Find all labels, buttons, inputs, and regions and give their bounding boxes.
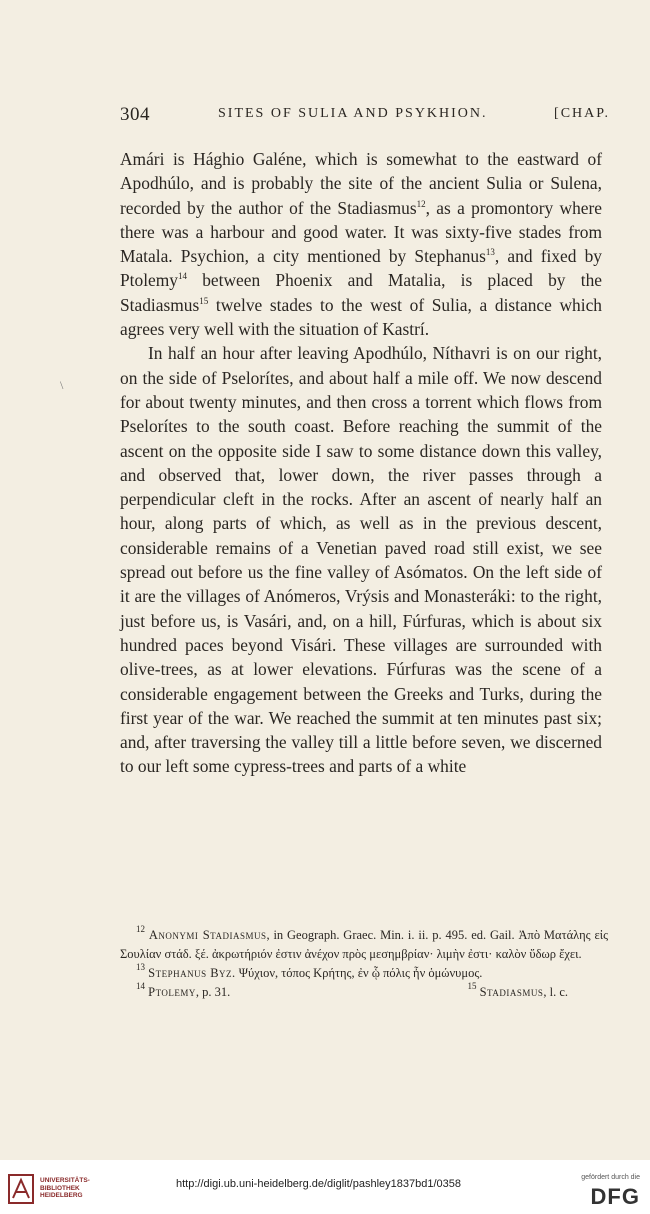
running-title: SITES OF SULIA AND PSYKHION. xyxy=(218,106,488,121)
footnote-ref-15[interactable]: 15 xyxy=(199,295,209,306)
page-header xyxy=(120,104,610,128)
footnote-14: $^{14}$ Ptolemy, p. 31. xyxy=(136,981,231,999)
dfg-logo: DFG xyxy=(590,1184,640,1209)
footnote-ref-14[interactable]: 14 xyxy=(177,271,187,282)
paragraph-1: Amári is Hághio Galéne, which is somewhat to the eastward of Apodhúlo, and is probably the site of the ancient Sulia or Sulena, recorded by the author of the Stadiasmus$^{12}$, as a promontory where there was a harbour and good water. It was sixty-five stades from Matala. Psychion, a city mentioned by Stephanus$^{13}$, and fixed by Ptolemy$^{14}$ between Phoenix and Matalia, is placed by the Stadiasmus$^{15}$ twelve stades to the west of Sulia, a distance which agrees very well with the situation of Kastrí. xyxy=(120,149,603,340)
digitization-footer xyxy=(0,1160,650,1214)
margin-mark: \ xyxy=(60,378,64,392)
footnote-row-14-15 xyxy=(120,983,608,1002)
footnotes xyxy=(120,926,608,1002)
footnote-ref-12[interactable]: 12 xyxy=(416,198,426,209)
chapter-marker: [CHAP. xyxy=(554,106,610,121)
footnote-13: $^{13}$ Stephanus Byz. Ψύχιον, τόπος Κρήτης, ἐν ᾧ πόλις ἦν ὁμώνυμος. xyxy=(136,962,483,980)
library-name: UNIVERSITÄTS- BIBLIOTHEK HEIDELBERG xyxy=(40,1177,90,1199)
source-url-link[interactable]: http://digi.ub.uni-heidelberg.de/diglit/pashley1837bd1/0358 xyxy=(176,1178,461,1190)
funding-note: gefördert durch die xyxy=(581,1174,640,1181)
page-number: 304 xyxy=(120,104,150,125)
footnote-12: $^{12}$ Anonymi Stadiasmus, in Geograph. Graec. Min. i. ii. p. 495. ed. Gail. Ἀπὸ Ματάλης εἰς Σουλίαν στάδ. ξέ. ἀκρωτήριόν ἐστιν ἀνέχον πρὸς μεσημβρίαν· λιμὴν ἐστι· καλὸν ὕδωρ ἔχει. xyxy=(120,924,609,961)
body-text xyxy=(120,147,602,779)
footnote-ref-13[interactable]: 13 xyxy=(485,247,495,258)
paragraph-2: In half an hour after leaving Apodhúlo, Níthavri is on our right, on the side of Pselorítes, and about half a mile off. We now descend for about twenty minutes, and then cross a torrent which flows from Pselorítes to the south coast. Before reaching the summit of the ascent on the opposite side I saw to some distance down this valley, and observed that, lower down, the river passes through a perpendicular cleft in the rocks. After an ascent of nearly half an hour, along parts of which, as well as in the previous descent, considerable remains of a Venetian paved road still exist, we see spread out before us the fine valley of Asómatos. On the left side of it are the villages of Anómeros, Vrýsis and Monasteráki: to the right, just before us, is Vasári, and, on a hill, Fúrfuras, which is about six hundred paces beyond Visári. These villages are surrounded with olive-trees, as at lower elevations. Fúrfuras was the scene of a considerable engagement between the Greeks and Turks, during the first year of the war. We reached the summit at ten minutes past six; and, after traversing the valley till a little before seven, we discerned to our left some cypress-trees and parts of a white xyxy=(120,343,602,777)
footnote-15: $^{15}$ Stadiasmus, l. c. xyxy=(467,981,568,999)
university-library-logo-icon xyxy=(8,1174,34,1204)
